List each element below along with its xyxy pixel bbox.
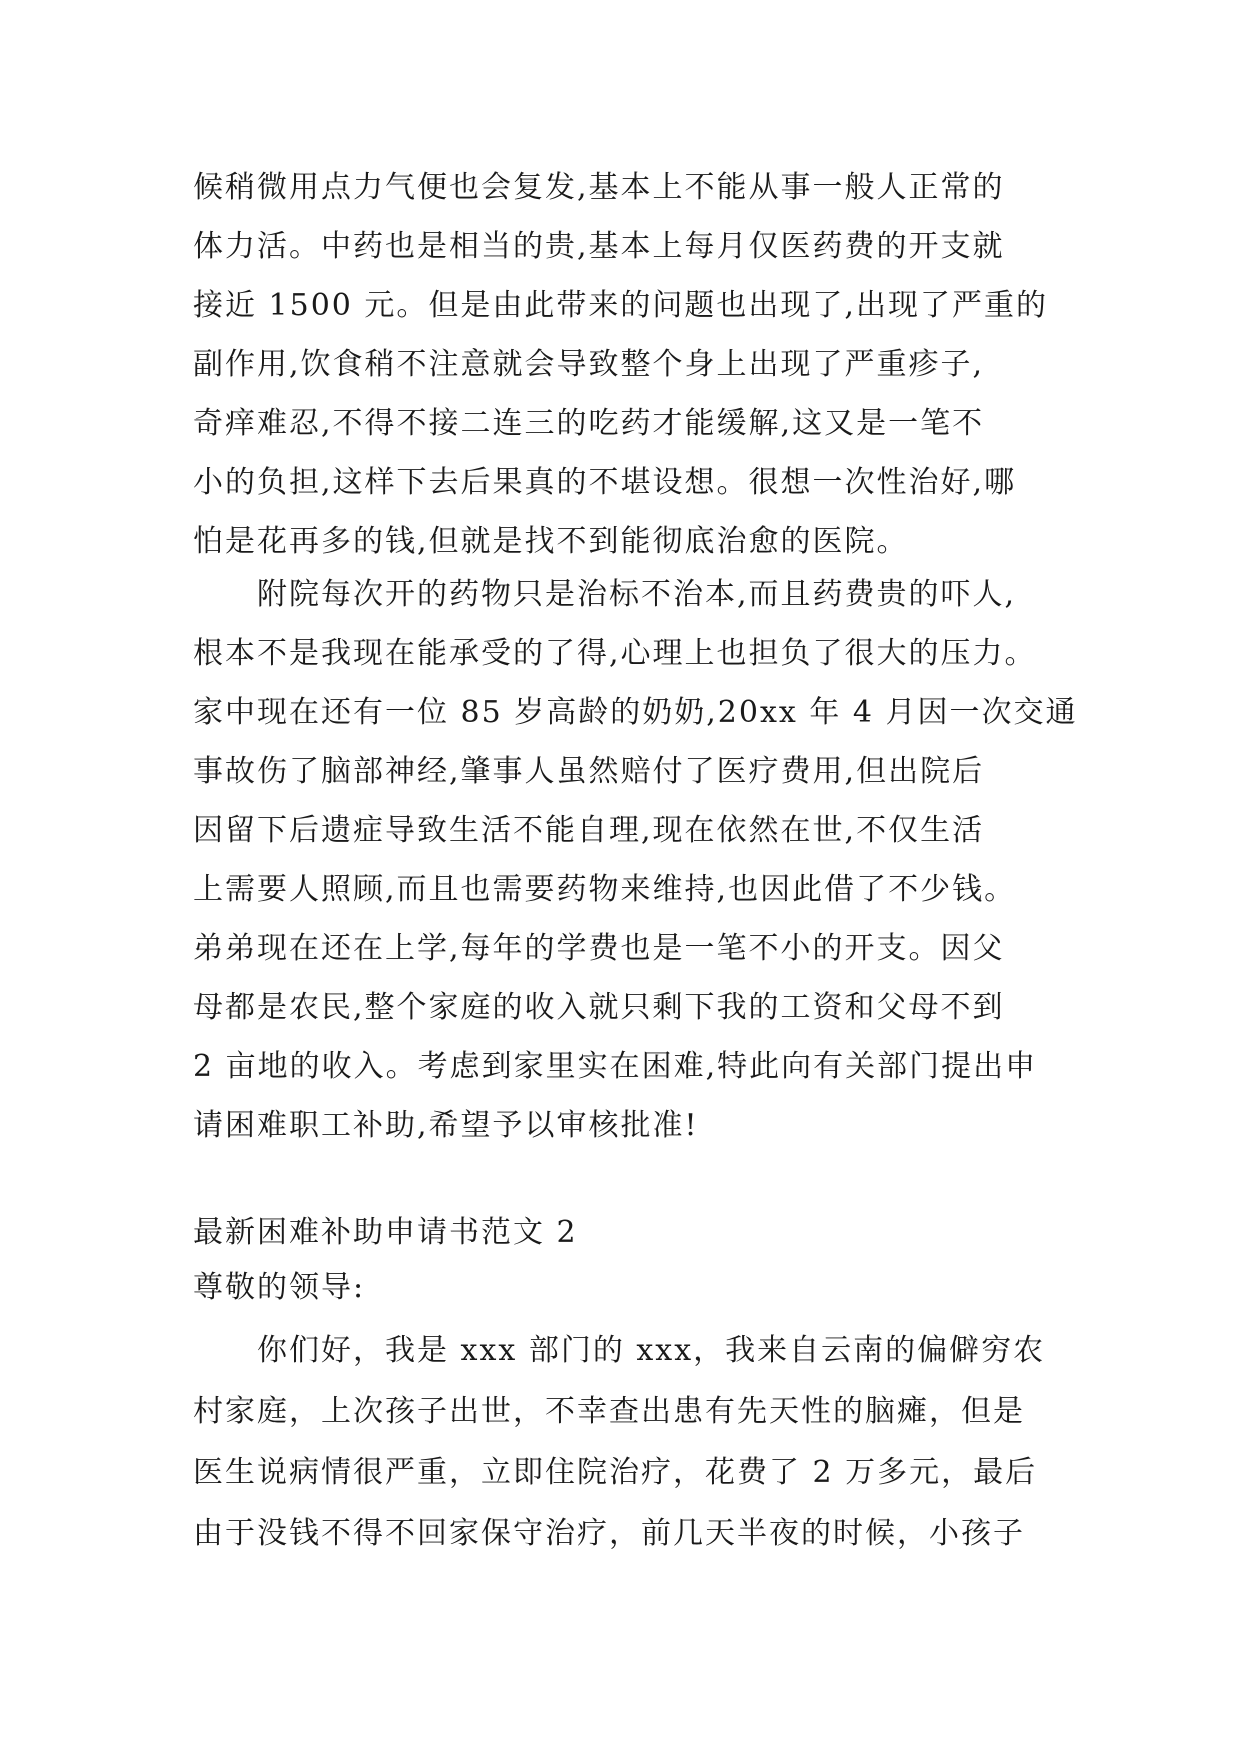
paragraph-3-line: 由于没钱不得不回家保守治疗，前几天半夜的时候，小孩子 xyxy=(193,1516,1025,1551)
paragraph-1-line: 奇痒难忍,不得不接二连三的吃药才能缓解,这又是一笔不 xyxy=(193,406,985,441)
paragraph-2-line: 家中现在还有一位 85 岁高龄的奶奶,20xx 年 4 月因一次交通 xyxy=(193,695,1078,730)
paragraph-2-line: 因留下后遗症导致生活不能自理,现在依然在世,不仅生活 xyxy=(193,813,985,848)
paragraph-1 xyxy=(193,158,1053,571)
paragraph-3-line: 医生说病情很严重，立即住院治疗，花费了 2 万多元，最后 xyxy=(193,1455,1038,1490)
paragraph-1-line: 怕是花再多的钱,但就是找不到能彻底治愈的医院。 xyxy=(193,524,909,559)
paragraph-2-line: 附院每次开的药物只是治标不治本,而且药费贵的吓人, xyxy=(257,577,1017,612)
paragraph-1-line: 体力活。中药也是相当的贵,基本上每月仅医药费的开支就 xyxy=(193,229,1005,264)
paragraph-1-line: 小的负担,这样下去后果真的不堪设想。很想一次性治好,哪 xyxy=(193,465,1017,500)
paragraph-1-line: 副作用,饮食稍不注意就会导致整个身上出现了严重疹子, xyxy=(193,347,985,382)
paragraph-2-line: 请困难职工补助,希望予以审核批准! xyxy=(193,1108,699,1143)
section-2-header xyxy=(193,1205,1053,1315)
paragraph-2-line: 事故伤了脑部神经,肇事人虽然赔付了医疗费用,但出院后 xyxy=(193,754,985,789)
paragraph-2-line: 上需要人照顾,而且也需要药物来维持,也因此借了不少钱。 xyxy=(193,872,1017,907)
paragraph-2-line: 2 亩地的收入。考虑到家里实在困难,特此向有关部门提出申 xyxy=(193,1049,1038,1084)
salutation: 尊敬的领导: xyxy=(193,1270,366,1305)
paragraph-2-line: 母都是农民,整个家庭的收入就只剩下我的工资和父母不到 xyxy=(193,990,1005,1025)
paragraph-2 xyxy=(193,565,1078,1155)
paragraph-3-line: 你们好，我是 xxx 部门的 xxx，我来自云南的偏僻穷农 xyxy=(257,1333,1046,1368)
paragraph-1-line: 接近 1500 元。但是由此带来的问题也出现了,出现了严重的 xyxy=(193,288,1048,323)
paragraph-3 xyxy=(193,1320,1053,1564)
paragraph-2-line: 根本不是我现在能承受的了得,心理上也担负了很大的压力。 xyxy=(193,636,1037,671)
section-title: 最新困难补助申请书范文 2 xyxy=(193,1215,578,1250)
paragraph-2-line: 弟弟现在还在上学,每年的学费也是一笔不小的开支。因父 xyxy=(193,931,1005,966)
paragraph-3-line: 村家庭，上次孩子出世，不幸查出患有先天性的脑瘫，但是 xyxy=(193,1394,1025,1429)
paragraph-1-line: 候稍微用点力气便也会复发,基本上不能从事一般人正常的 xyxy=(193,170,1005,205)
